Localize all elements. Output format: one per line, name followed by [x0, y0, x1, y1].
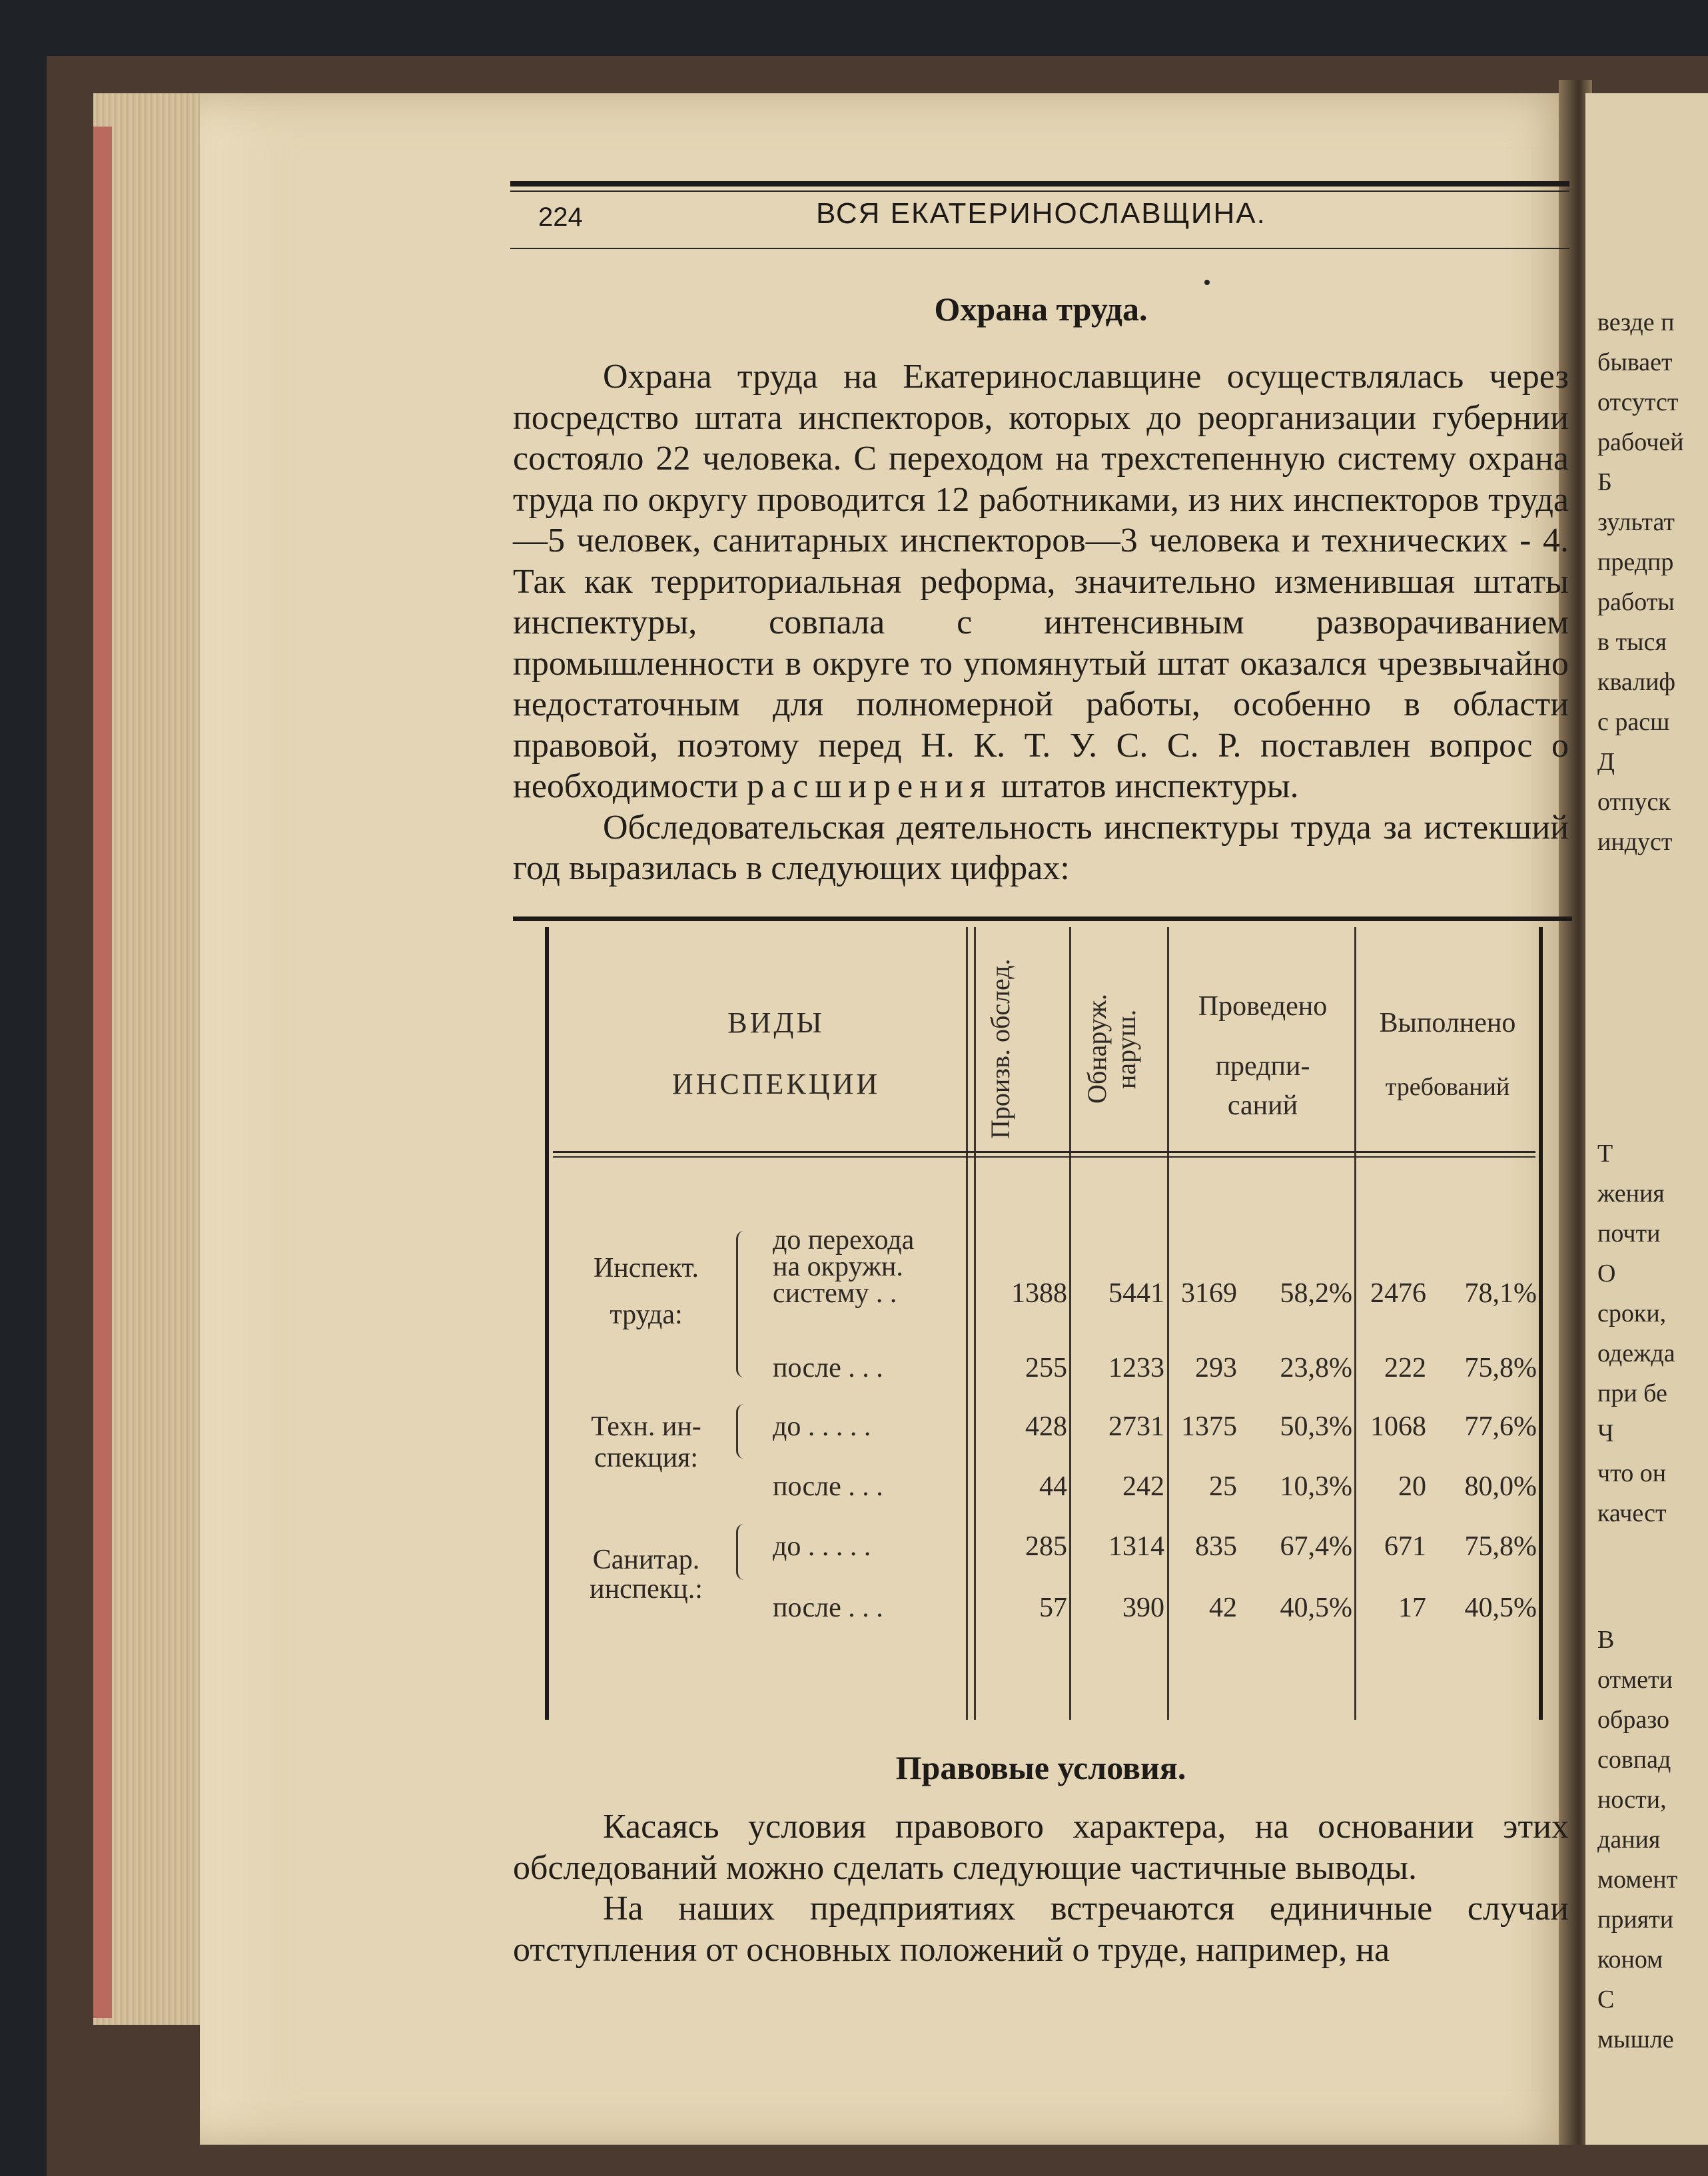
header-rule-top — [510, 181, 1569, 186]
facing-page-line: почти — [1597, 1220, 1661, 1248]
ink-speck — [1204, 280, 1210, 285]
group-brace — [736, 1404, 747, 1459]
cell-done: 17 — [1398, 1593, 1426, 1623]
group-name: Санитар. — [592, 1545, 700, 1575]
cell-orders: 42 — [1209, 1593, 1237, 1623]
table-header-orders-2: предпи- — [1215, 1051, 1310, 1082]
cell-done: 222 — [1384, 1353, 1426, 1383]
cell-done-percent: 77,6% — [1464, 1411, 1537, 1442]
cell-done-percent: 40,5% — [1464, 1593, 1537, 1623]
cell-orders: 1375 — [1181, 1411, 1237, 1442]
running-title: ВСЯ ЕКАТЕРИНОСЛАВЩИНА. — [816, 197, 1266, 230]
cell-produced: 285 — [1025, 1531, 1067, 1562]
red-page-edge — [93, 127, 112, 2018]
facing-page-line: сроки, — [1597, 1299, 1667, 1327]
group-name: труда: — [610, 1299, 683, 1330]
row-label: на окружн. — [773, 1252, 903, 1282]
facing-page-line: качест — [1597, 1499, 1667, 1527]
cell-orders-percent: 58,2% — [1280, 1278, 1352, 1309]
header-rule-bottom — [510, 248, 1569, 249]
facing-page-line: ности, — [1597, 1786, 1667, 1814]
cell-orders-percent: 40,5% — [1280, 1593, 1352, 1623]
cell-produced: 428 — [1025, 1411, 1067, 1442]
paragraph-legal-conditions: Касаясь условия правового характера, на основании этих обследований можно сделать следующие частичные выводы. — [513, 1808, 1569, 1887]
facing-page-line: Д — [1597, 748, 1615, 776]
table-header-kinds-2: ИНСПЕКЦИИ — [671, 1068, 881, 1100]
facing-page-line: образо — [1597, 1706, 1669, 1734]
facing-page-line: отмети — [1597, 1666, 1673, 1694]
section-title-legal-conditions: Правовые условия. — [895, 1749, 1186, 1786]
facing-page-line: прияти — [1597, 1906, 1674, 1934]
facing-page-line: бывает — [1597, 348, 1673, 376]
group-name: Инспект. — [593, 1253, 699, 1283]
facing-page-line: Т — [1597, 1140, 1613, 1168]
facing-page — [1585, 93, 1708, 2145]
body-text-legal — [513, 1806, 1569, 1970]
cell-produced: 57 — [1039, 1593, 1067, 1623]
cell-found: 1233 — [1108, 1353, 1164, 1383]
cell-found: 1314 — [1108, 1531, 1164, 1562]
facing-page-line: коном — [1597, 1946, 1663, 1974]
facing-page-line: с расш — [1597, 708, 1670, 736]
cell-found: 242 — [1122, 1471, 1164, 1502]
cell-found: 2731 — [1108, 1411, 1164, 1442]
facing-page-line: рабочей — [1597, 428, 1684, 456]
table-header-found: Обнаруж. наруш. — [1082, 994, 1141, 1104]
table-header-produced: Произв. обслед. — [985, 958, 1015, 1140]
cell-orders-percent: 23,8% — [1280, 1353, 1352, 1383]
facing-page-line: О — [1597, 1260, 1616, 1287]
table-col-divider-1 — [966, 927, 968, 1720]
facing-page-line: что он — [1597, 1459, 1667, 1487]
header-rule-top-thin — [510, 190, 1569, 192]
cell-orders: 835 — [1195, 1531, 1237, 1562]
spaced-word: расширения — [747, 767, 993, 805]
facing-page-line: индуст — [1597, 828, 1673, 856]
table-header-orders-3: саний — [1227, 1090, 1298, 1121]
table-header-rule-2 — [553, 1156, 1535, 1158]
cell-done-percent: 75,8% — [1464, 1531, 1537, 1562]
row-label: после . . . — [773, 1353, 883, 1383]
facing-page-line: отсутст — [1597, 388, 1679, 416]
facing-page-line: работы — [1597, 588, 1675, 616]
table-header-done-1: Выполнено — [1379, 1008, 1516, 1038]
facing-page-line: зультат — [1597, 508, 1675, 536]
facing-page-line: Б — [1597, 468, 1612, 496]
table-header-done-2: требований — [1385, 1073, 1510, 1101]
cell-found: 5441 — [1108, 1278, 1164, 1309]
facing-page-line: предпр — [1597, 548, 1674, 576]
paragraph-staff — [513, 356, 1569, 807]
row-label: до . . . . . — [773, 1411, 871, 1442]
group-name: инспекц.: — [590, 1574, 703, 1605]
cell-orders-percent: 50,3% — [1280, 1411, 1352, 1442]
cell-done: 1068 — [1370, 1411, 1426, 1442]
facing-page-line: квалиф — [1597, 668, 1676, 696]
row-label: до . . . . . — [773, 1531, 871, 1562]
cell-orders: 3169 — [1181, 1278, 1237, 1309]
cell-done: 2476 — [1370, 1278, 1426, 1309]
cell-orders-percent: 10,3% — [1280, 1471, 1352, 1502]
cell-produced: 44 — [1039, 1471, 1067, 1502]
cell-done: 20 — [1398, 1471, 1426, 1502]
body-text-intro — [513, 356, 1569, 889]
row-label: до перехода — [773, 1225, 915, 1256]
facing-page-line: С — [1597, 1986, 1615, 2013]
facing-page-line: дания — [1597, 1826, 1661, 1854]
facing-page-line: мышле — [1597, 2025, 1674, 2053]
section-title-labor-protection: Охрана труда. — [934, 290, 1148, 328]
paragraph-exceptions: На наших предприятиях встречаются единичные случаи отступления от основных положений о труде, например, на — [513, 1890, 1569, 1969]
group-brace — [736, 1524, 747, 1580]
table-right-border — [1539, 927, 1543, 1720]
table-header-rule — [553, 1151, 1535, 1153]
row-label: после . . . — [773, 1593, 883, 1623]
facing-page-line: одежда — [1597, 1339, 1675, 1367]
facing-page-line: совпад — [1597, 1746, 1671, 1774]
table-header-kinds-1: ВИДЫ — [727, 1006, 825, 1039]
cell-done-percent: 78,1% — [1464, 1278, 1537, 1309]
facing-page-line: момент — [1597, 1866, 1678, 1894]
cell-produced: 1388 — [1011, 1278, 1067, 1309]
facing-page-line: при бе — [1597, 1379, 1667, 1407]
paragraph-survey: Обследовательская деятельность инспектуры труда за истекший год выразилась в следующих цифрах: — [513, 808, 1569, 887]
cell-orders: 293 — [1195, 1353, 1237, 1383]
group-name: спекция: — [594, 1443, 699, 1473]
group-brace — [736, 1231, 747, 1377]
cell-done-percent: 80,0% — [1464, 1471, 1537, 1502]
cell-done: 671 — [1384, 1531, 1426, 1562]
facing-page-line: отпуск — [1597, 788, 1671, 816]
table-top-rule — [513, 916, 1572, 921]
facing-page-line: в тыся — [1597, 628, 1667, 656]
facing-page-line: жения — [1597, 1180, 1665, 1208]
table-header-orders-1: Проведено — [1198, 991, 1328, 1022]
facing-page-line: Ч — [1597, 1419, 1614, 1447]
cell-produced: 255 — [1025, 1353, 1067, 1383]
table-left-border — [545, 927, 549, 1720]
paragraph-staff-end: штатов инспектуры. — [1001, 767, 1299, 805]
facing-page-line: везде п — [1597, 308, 1675, 336]
row-label: после . . . — [773, 1471, 883, 1502]
facing-page-line: В — [1597, 1626, 1615, 1654]
cell-orders-percent: 67,4% — [1280, 1531, 1352, 1562]
group-name: Техн. ин- — [591, 1411, 701, 1442]
page-number: 224 — [538, 202, 583, 232]
paragraph-staff-text: Охрана труда на Екатеринославщине осуществлялась через посредство штата инспекторов, которых до реорганизации губернии состояло 22 человека. С переходом на трехстепенную систему охрана труда по округу проводится 12 работниками, из них инспекторов труда—5 человек, санитарных инспекторов—3 человека и технических - 4. Так как территориальная реформа, значительно изменившая штаты инспектуры, совпала с интенсивным разворачиванием промышленности в округе то упомянутый штат оказался чрезвычайно недостаточным для полномерной работы, особенно в области правовой, поэтому перед Н. К. Т. У. С. С. Р. поставлен вопрос о необходимости — [513, 358, 1569, 805]
cell-orders: 25 — [1209, 1471, 1237, 1502]
cell-done-percent: 75,8% — [1464, 1353, 1537, 1383]
cell-found: 390 — [1122, 1593, 1164, 1623]
row-label: систему . . — [773, 1278, 897, 1309]
